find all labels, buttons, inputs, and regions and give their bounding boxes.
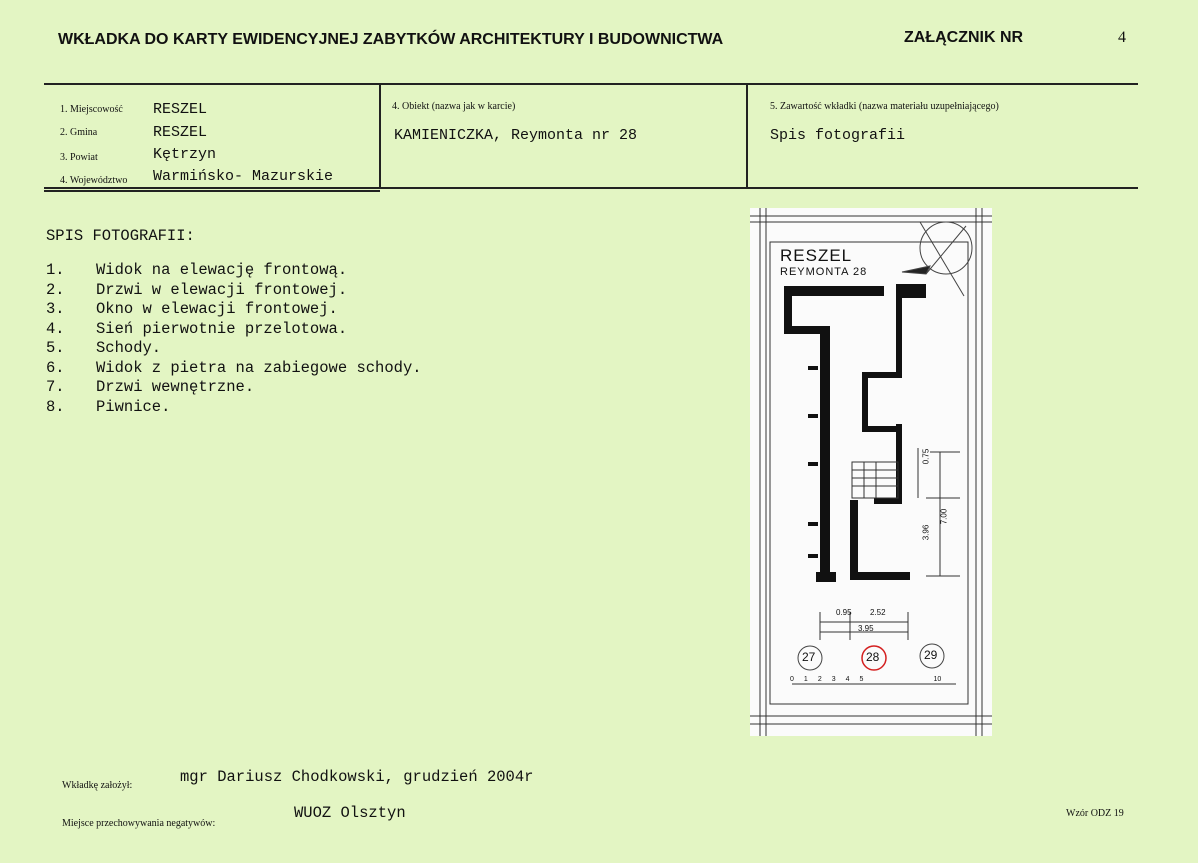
form-code: Wzór ODZ 19: [1066, 808, 1124, 819]
scale-tick: 3: [831, 676, 836, 683]
list-item: [46, 281, 422, 301]
plan-dim-side3: 0.75: [921, 448, 931, 465]
powiat-label: 3. Powiat: [60, 152, 98, 163]
object-value: KAMIENICZKA, Reymonta nr 28: [394, 127, 638, 144]
list-item: [46, 320, 422, 340]
miejscowosc-label: 1. Miejscowość: [60, 104, 123, 115]
list-item: [46, 261, 422, 281]
list-item-number: 2.: [46, 280, 65, 299]
list-item-number: 7.: [46, 378, 65, 396]
scale-tick: 1: [803, 676, 808, 683]
list-item-text: Widok z pietra na zabiegowe schody.: [96, 358, 422, 377]
list-item-number: 5.: [46, 339, 65, 357]
plan-town: RESZEL: [780, 246, 853, 265]
form-title: WKŁADKA DO KARTY EWIDENCYJNEJ ZABYTKÓW ARCHITEKTURY I BUDOWNICTWA: [58, 31, 724, 48]
list-item-text: Piwnice.: [96, 397, 171, 416]
plan-dim-a: 0.95: [836, 608, 852, 617]
powiat-value: Kętrzyn: [153, 146, 217, 163]
list-item: [46, 339, 422, 359]
table-left-double-rule: [44, 190, 380, 192]
list-item: [46, 300, 422, 320]
scale-tick: 4: [845, 676, 850, 683]
plan-current-number: 28: [866, 650, 880, 664]
list-item-text: Widok na elewację frontową.: [96, 261, 348, 279]
content-label: 5. Zawartość wkładki (nazwa materiału uzupełniającego): [770, 101, 999, 112]
author-label: Wkładkę założył:: [62, 780, 133, 791]
scale-tick: 10: [933, 676, 942, 683]
photos-heading: SPIS FOTOGRAFII:: [46, 227, 195, 245]
plan-neighbor-right: 29: [924, 648, 938, 662]
plan-dim-side2: 7.00: [939, 508, 949, 525]
plan-walls: [784, 284, 926, 582]
list-item: [46, 378, 422, 398]
storage-label: Miejsce przechowywania negatywów:: [62, 818, 216, 829]
content-value: Spis fotografii: [770, 127, 906, 144]
gmina-value: RESZEL: [153, 124, 208, 141]
attachment-label: ZAŁĄCZNIK NR: [904, 29, 1024, 46]
list-item: [46, 359, 422, 379]
list-item-number: 6.: [46, 358, 65, 377]
attachment-number: 4: [1118, 29, 1126, 46]
list-item-text: Drzwi w elewacji frontowej.: [96, 280, 348, 299]
list-item-number: 8.: [46, 397, 65, 416]
plan-dim-total: 3.95: [858, 624, 874, 633]
table-bottom-rule: [44, 187, 1138, 189]
stairs-icon: [852, 462, 898, 498]
table-divider-1: [379, 85, 381, 189]
floor-plan-drawing: [750, 208, 992, 736]
list-item-number: 1.: [46, 261, 65, 279]
list-item-text: Schody.: [96, 339, 162, 357]
table-top-rule: [44, 83, 1138, 85]
plan-scale-bar: [790, 676, 960, 683]
plan-dim-b: 2.52: [870, 608, 886, 617]
author-value: mgr Dariusz Chodkowski, grudzień 2004r: [180, 768, 534, 786]
list-item-number: 3.: [46, 300, 65, 318]
photo-list: [46, 261, 422, 417]
list-item-text: Okno w elewacji frontowej.: [96, 300, 338, 318]
gmina-label: 2. Gmina: [60, 127, 98, 138]
list-item-text: Sień pierwotnie przelotowa.: [96, 319, 348, 338]
plan-neighbor-left: 27: [802, 650, 816, 664]
wojewodztwo-label: 4. Województwo: [60, 175, 128, 186]
list-item-number: 4.: [46, 319, 65, 338]
plan-street: REYMONTA 28: [780, 266, 868, 278]
scale-tick: 5: [859, 676, 864, 683]
table-divider-2: [746, 85, 748, 189]
plan-dim-side1: 3.96: [921, 524, 931, 541]
miejscowosc-value: RESZEL: [153, 101, 208, 118]
scale-tick: 0: [790, 676, 794, 683]
list-item-text: Drzwi wewnętrzne.: [96, 378, 255, 396]
wojewodztwo-value: Warmińsko- Mazurskie: [153, 168, 334, 185]
list-item: [46, 398, 422, 418]
storage-value: WUOZ Olsztyn: [294, 804, 406, 822]
scale-tick: 2: [817, 676, 822, 683]
object-label: 4. Obiekt (nazwa jak w karcie): [392, 101, 516, 112]
